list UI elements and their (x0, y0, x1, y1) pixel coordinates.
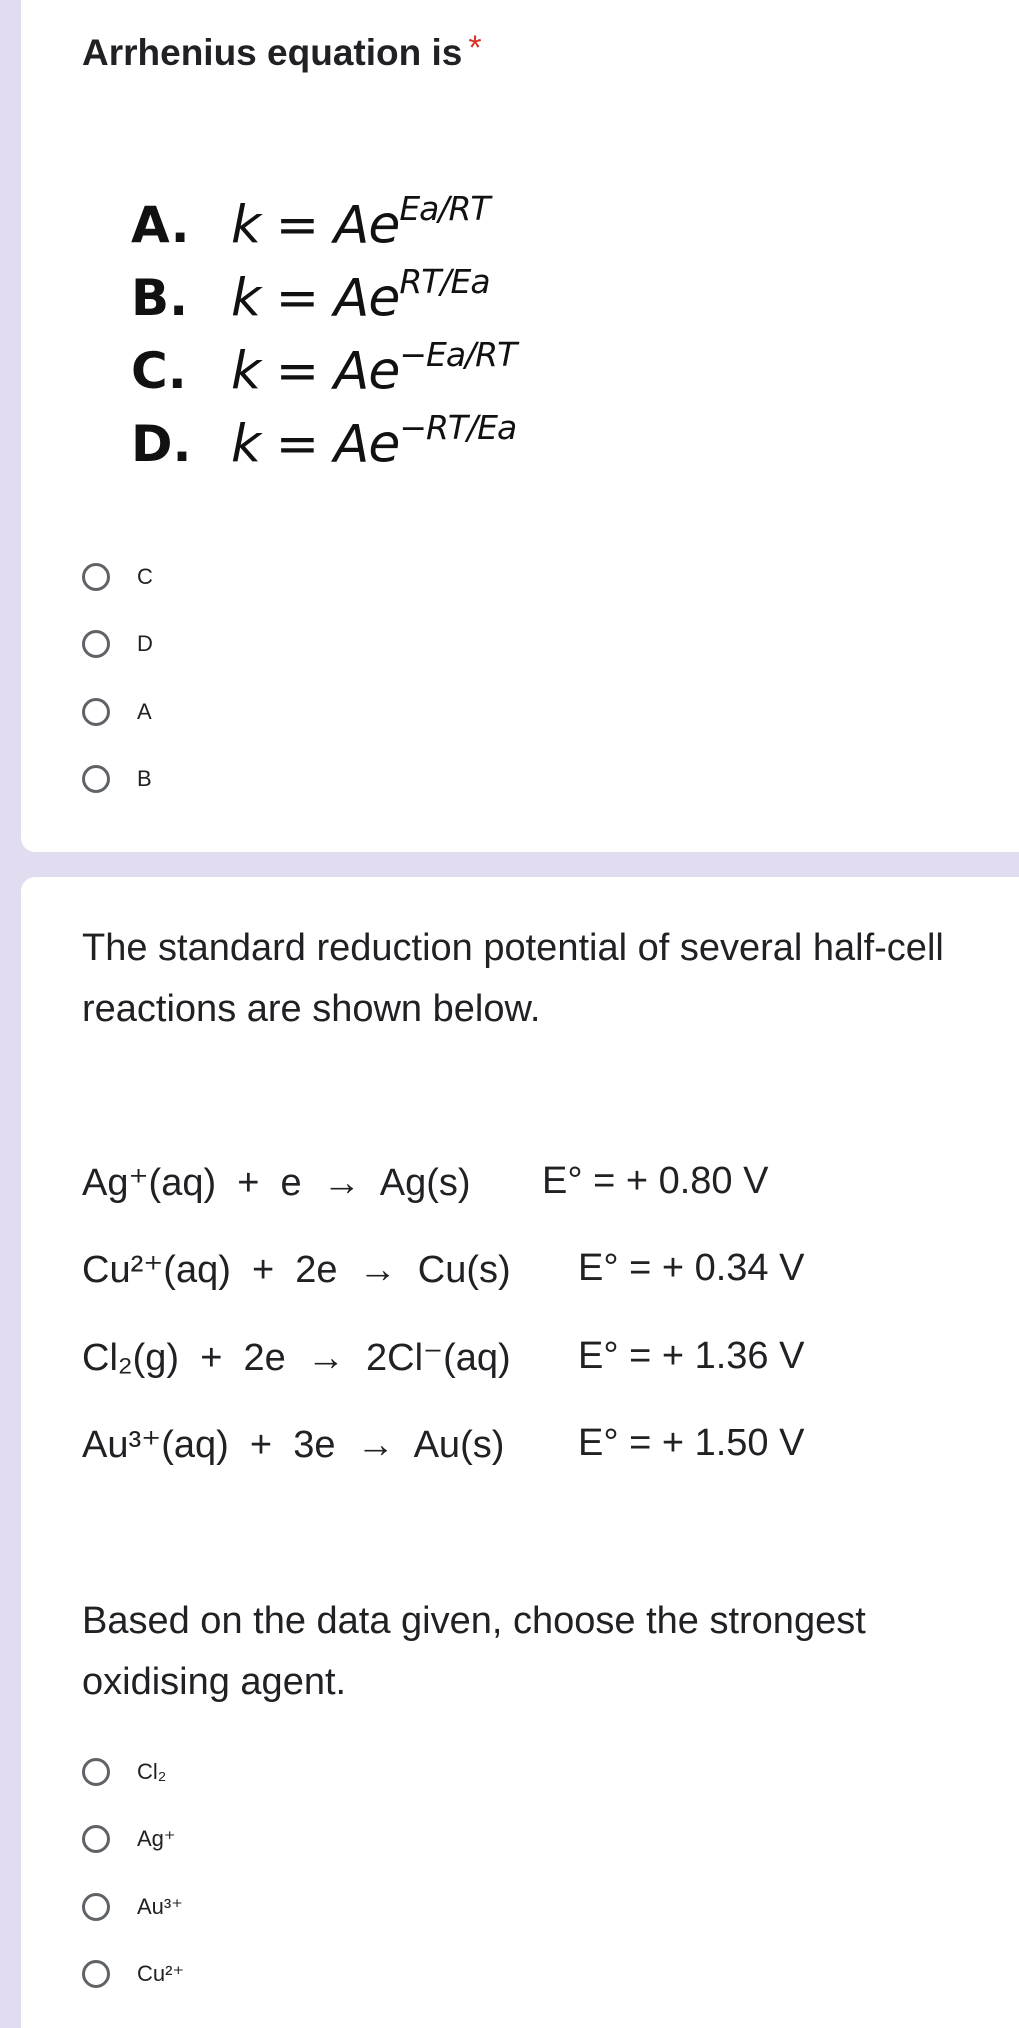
equation-exponent: −RT/Ea (399, 408, 517, 447)
option-label: D (137, 631, 153, 657)
equation-image (131, 189, 517, 485)
reaction-potential: E° = + 1.50 V (578, 1422, 805, 1464)
equation-letter: D. (131, 415, 192, 474)
radio-button[interactable] (82, 630, 110, 658)
radio-button[interactable] (82, 1893, 110, 1921)
option-label: Ag⁺ (137, 1826, 176, 1852)
equation-exponent: −Ea/RT (399, 335, 517, 374)
equation-base: k = Ae (231, 414, 400, 475)
required-asterisk: * (468, 29, 482, 67)
question-title (82, 29, 482, 74)
equation-exponent: RT/Ea (399, 262, 490, 301)
radio-button[interactable] (82, 1825, 110, 1853)
question-text: Based on the data given, choose the strongest oxidising agent. (82, 1600, 866, 1703)
question-intro: The standard reduction potential of several half-cell reactions are shown below. (82, 927, 944, 1030)
option-a[interactable] (82, 678, 153, 746)
question-title-text: Arrhenius equation is (82, 32, 463, 73)
radio-button[interactable] (82, 563, 110, 591)
answer-options (82, 1738, 184, 2008)
question-card-oxidising-agent (21, 877, 1019, 2028)
reaction-potential: E° = + 0.34 V (578, 1247, 805, 1289)
equation-formula (231, 335, 517, 402)
option-label: Cl₂ (137, 1758, 167, 1784)
option-label: Cu²⁺ (137, 1961, 185, 1987)
option-b[interactable] (82, 746, 153, 814)
radio-button[interactable] (82, 1960, 110, 1988)
equation-base: k = Ae (231, 195, 400, 256)
option-au[interactable] (82, 1873, 184, 1941)
option-label: C (137, 563, 153, 589)
radio-button[interactable] (82, 1758, 110, 1786)
option-ag[interactable] (82, 1806, 184, 1874)
option-cl2[interactable] (82, 1738, 184, 1806)
option-label: A (137, 698, 152, 724)
equation-row-a (131, 189, 516, 266)
equation-base: k = Ae (231, 268, 400, 329)
option-d[interactable] (82, 611, 153, 679)
equation-letter: A. (131, 196, 190, 255)
reaction-equation: Cl₂(g) + 2e → 2Cl⁻(aq) (82, 1337, 511, 1379)
reaction-potential: E° = + 1.36 V (578, 1335, 805, 1377)
equation-row-b (131, 262, 516, 339)
equation-base: k = Ae (231, 341, 400, 402)
equation-formula (231, 408, 517, 475)
equation-formula (231, 189, 490, 256)
option-c[interactable] (82, 543, 153, 611)
equation-row-c (131, 335, 517, 412)
radio-button[interactable] (82, 698, 110, 726)
radio-button[interactable] (82, 765, 110, 793)
reaction-potential: E° = + 0.80 V (542, 1160, 769, 1202)
equation-row-d (131, 408, 517, 485)
equation-exponent: Ea/RT (399, 189, 490, 228)
option-label: Au³⁺ (137, 1893, 183, 1919)
answer-options (82, 543, 153, 813)
option-cu[interactable] (82, 1941, 184, 2009)
equation-formula (231, 262, 490, 329)
equation-letter: B. (131, 269, 189, 328)
option-label: B (137, 766, 152, 792)
reaction-equation: Au³⁺(aq) + 3e → Au(s) (82, 1424, 505, 1466)
reaction-equation: Ag⁺(aq) + e → Ag(s) (82, 1162, 471, 1204)
question-card-arrhenius (21, 0, 1019, 852)
equation-letter: C. (131, 342, 187, 401)
reaction-equation: Cu²⁺(aq) + 2e → Cu(s) (82, 1249, 511, 1291)
